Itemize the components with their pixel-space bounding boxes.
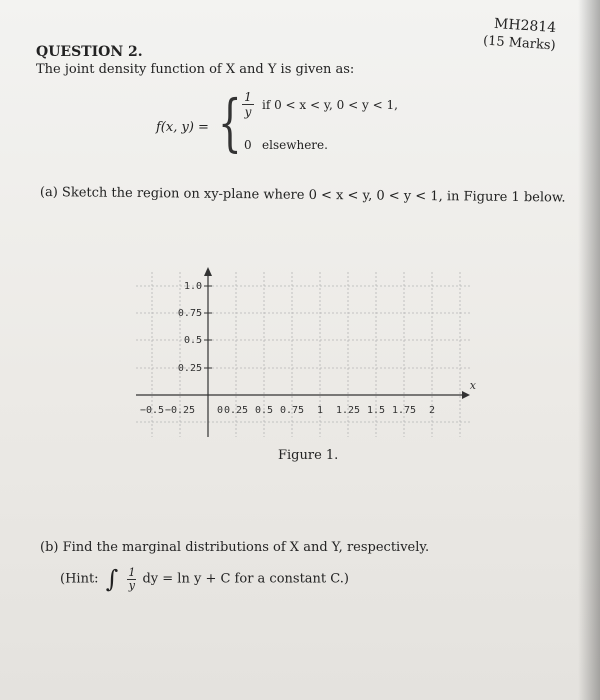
course-code: MH2814 xyxy=(493,15,557,37)
y-tick-label: 0.5 xyxy=(183,335,202,346)
case1-numerator: 1 xyxy=(242,90,254,105)
case1-condition: if 0 < x < y, 0 < y < 1, xyxy=(262,98,398,112)
integral-sign: ∫ xyxy=(105,565,119,593)
density-formula xyxy=(156,88,476,168)
x-tick-label: 0.5 xyxy=(254,405,274,416)
hint-denominator: y xyxy=(128,578,135,592)
x-tick-label: 0 xyxy=(216,405,224,416)
x-tick-label: −0.5 xyxy=(139,405,165,416)
x-axis-label: x xyxy=(469,379,476,392)
left-brace: { xyxy=(218,86,242,159)
question-title: QUESTION 2. xyxy=(36,44,143,60)
marks-label: (15 Marks) xyxy=(482,33,557,54)
hint-numerator: 1 xyxy=(128,565,136,579)
part-a-text: (a) Sketch the region on xy-plane where 0 < x < y, 0 < y < 1, in Figure 1 below. xyxy=(39,185,566,206)
figure-1-grid xyxy=(130,262,476,442)
x-tick-label: 1.25 xyxy=(335,405,361,416)
hint-prefix: (Hint: xyxy=(60,571,99,587)
x-tick-label: 1.75 xyxy=(391,405,417,416)
question-intro: The joint density function of X and Y is given as: xyxy=(36,62,355,77)
x-tick-label: −0.25 xyxy=(164,405,196,416)
y-tick-label: 0.75 xyxy=(177,308,202,319)
x-axis-arrow xyxy=(462,391,470,399)
x-tick-label: 0.75 xyxy=(279,405,305,416)
hint-fraction xyxy=(127,567,136,592)
x-tick-label: 0.25 xyxy=(223,405,249,416)
formula-lhs: f(x, y) = xyxy=(156,120,209,135)
x-tick-label: 2 xyxy=(428,405,436,416)
hint-text xyxy=(60,565,349,593)
part-b-text: (b) Find the marginal distributions of X and Y, respectively. xyxy=(40,540,430,555)
case2-condition: elsewhere. xyxy=(262,138,328,152)
y-tick-label: 1.0 xyxy=(183,281,202,292)
x-tick-label: 1 xyxy=(316,405,324,416)
figure-caption: Figure 1. xyxy=(278,448,339,463)
y-axis-arrow xyxy=(204,267,212,276)
case1-fraction xyxy=(242,90,254,119)
case2-value: 0 xyxy=(244,138,252,152)
x-tick-label: 1.5 xyxy=(366,405,386,416)
y-tick-label: 0.25 xyxy=(177,363,202,374)
hint-suffix: dy = ln y + C for a constant C.) xyxy=(142,571,349,587)
case1-denominator: y xyxy=(244,105,252,119)
